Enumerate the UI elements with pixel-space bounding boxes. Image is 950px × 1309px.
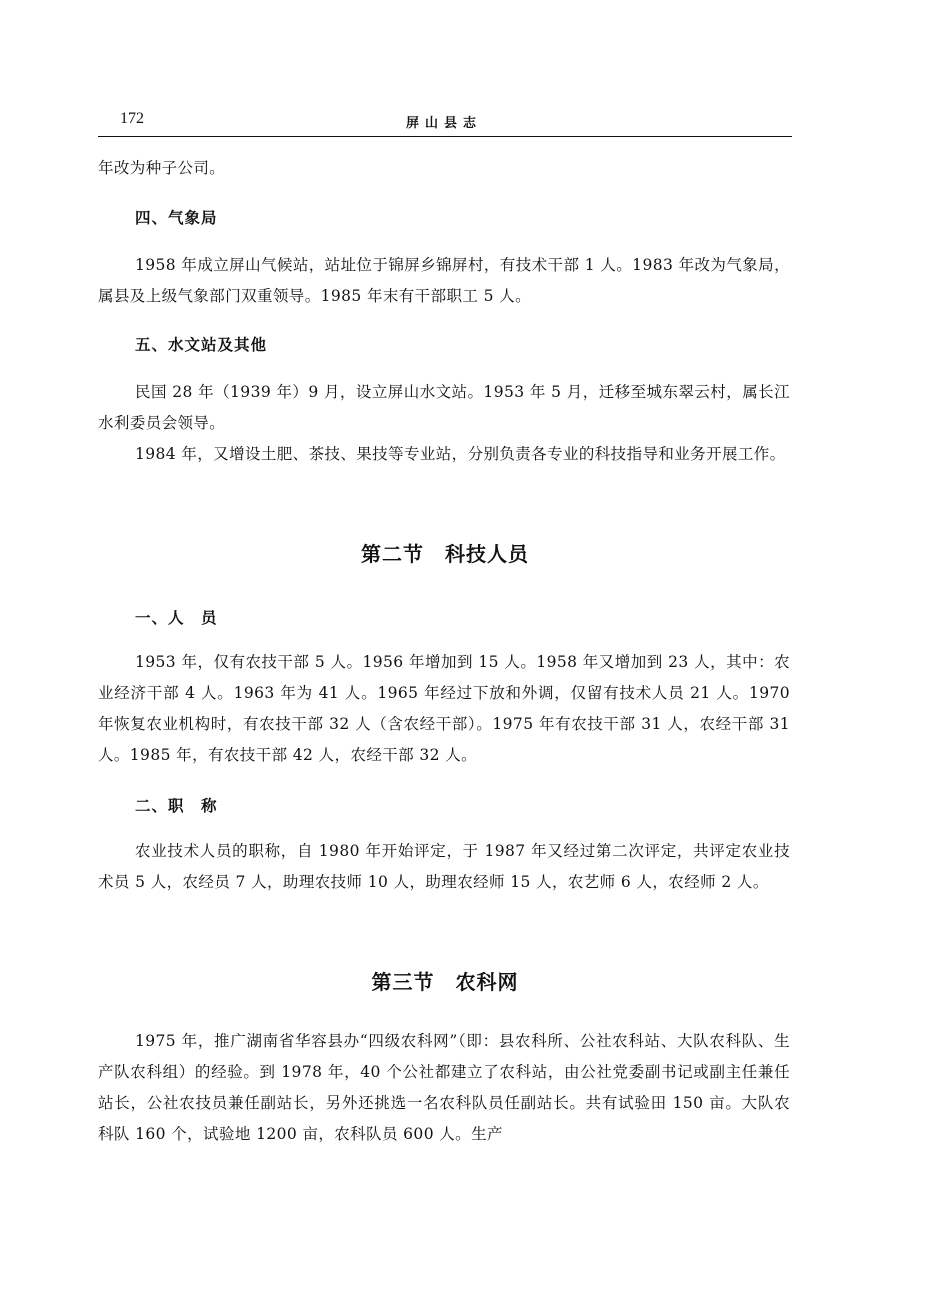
text-block: [98, 250, 790, 312]
paragraph: 民国 28 年（1939 年）9 月，设立屏山水文站。1953 年 5 月，迁移至城东翠云村，属长江水利委员会领导。: [98, 383, 790, 432]
subheading-personnel: 一、人 员: [135, 609, 218, 627]
paragraph: 年改为种子公司。: [98, 159, 226, 177]
paragraph: 农业技术人员的职称，自 1980 年开始评定，于 1987 年又经过第二次评定，共评定农业技术员 5 人，农经员 7 人，助理农技师 10 人，助理农经师 15 人，农艺师 6 人，农经师 2 人。: [98, 842, 790, 891]
text-block: [98, 647, 790, 771]
paragraph: 1958 年成立屏山气候站，站址位于锦屏乡锦屏村，有技术干部 1 人。1983 年改为气象局，属县及上级气象部门双重领导。1985 年末有干部职工 5 人。: [98, 256, 790, 305]
subheading-hydrology: 五、水文站及其他: [135, 336, 268, 354]
page-header: [98, 104, 790, 136]
subheading-meteorology: 四、气象局: [135, 209, 218, 227]
subheading-titles: 二、职 称: [135, 797, 218, 815]
paragraph: 1953 年，仅有农技干部 5 人。1956 年增加到 15 人。1958 年又增加到 23 人，其中：农业经济干部 4 人。1963 年为 41 人。1965 年经过下放和外调，仅留有技术人员 21 人。1970 年恢复农业机构时，有农技干部 32 人（含农经干部）。1975 年有农技干部 31 人，农经干部 31 人。1985 年，有农技干部 42 人，农经干部 32 人。: [98, 653, 790, 764]
text-block: [98, 836, 790, 898]
page-number: 172: [120, 110, 144, 127]
section-title-network: 第三节 农科网: [371, 970, 519, 994]
continued-text: [98, 153, 790, 184]
text-block: [98, 1026, 790, 1150]
book-title: 屏山县志: [405, 116, 482, 131]
paragraph: 1984 年，又增设土肥、茶技、果技等专业站，分别负责各专业的科技指导和业务开展工作。: [135, 445, 786, 463]
section-title-staff: 第二节 科技人员: [361, 542, 529, 566]
header-rule: [98, 136, 792, 137]
text-block: [98, 377, 790, 470]
paragraph: 1975 年，推广湖南省华容县办“四级农科网”（即：县农科所、公社农科站、大队农科队、生产队农科组）的经验。到 1978 年，40 个公社都建立了农科站，由公社党委副书记或副主任兼任站长，公社农技员兼任副站长，另外还挑选一名农科队员任副站长。共有试验田 150 亩。大队农科队 160 个，试验地 1200 亩，农科队员 600 人。生产: [98, 1032, 790, 1143]
